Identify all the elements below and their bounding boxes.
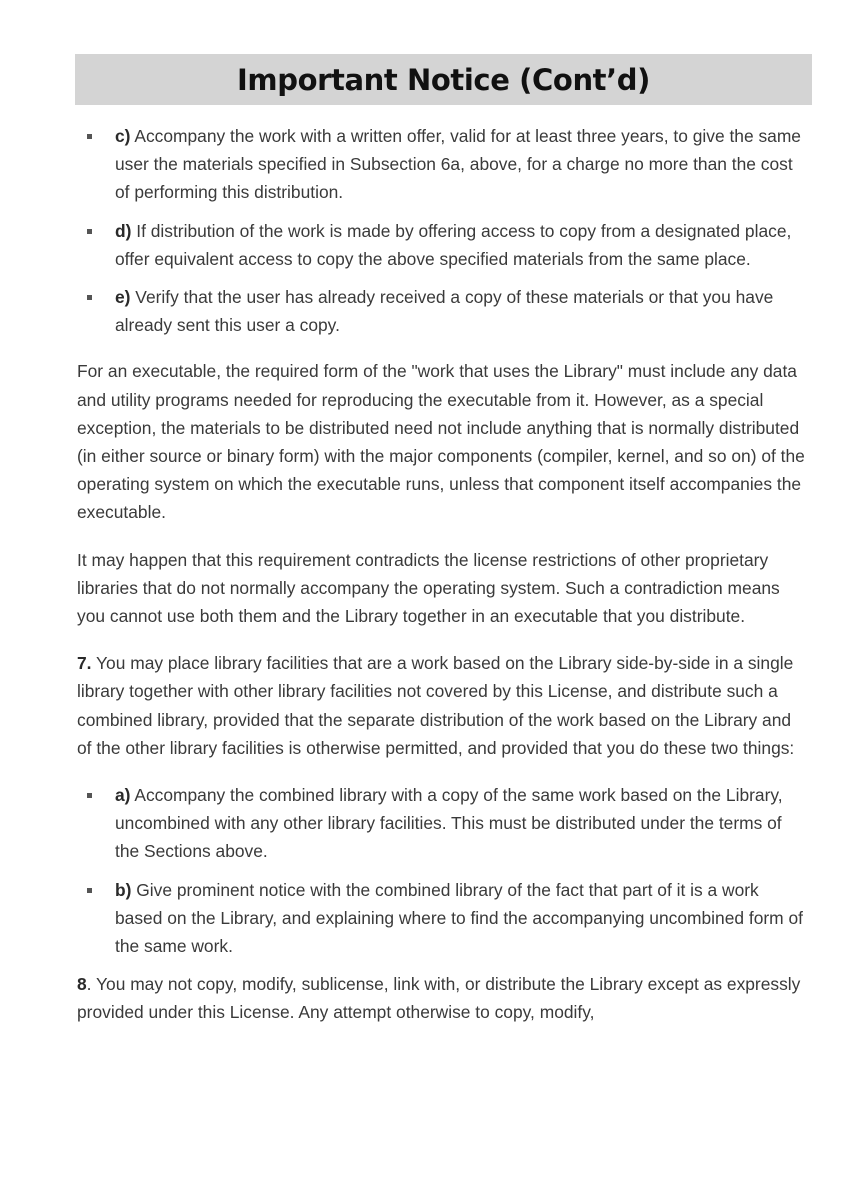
item-letter: a) (115, 785, 131, 806)
page-title: Important Notice (Cont’d) (237, 62, 650, 97)
bullet-list-conditions (77, 122, 807, 339)
paragraph-executable: For an executable, the required form of the "work that uses the Library" must include any data and utility programs needed for reproducing the executable from it. However, as a special exception, the materials to be distributed need not include anything that is normally distributed (in either source or binary form) with the major components (compiler, kernel, and so on) of the operating system on which the executable runs, unless that component itself accompanies the executable. (77, 361, 805, 523)
square-bullet-icon (87, 134, 92, 139)
list-item (77, 876, 807, 961)
section-text: . You may not copy, modify, sublicense, link with, or distribute the Library except as expressly provided under this License. Any attempt otherwise to copy, modify, (77, 974, 801, 1023)
item-text: Accompany the work with a written offer, valid for at least three years, to give the same user the materials specified in Subsection 6a, above, for a charge no more than the cost of performing this distribution. (115, 126, 801, 203)
section-text: You may place library facilities that are a work based on the Library side-by-side in a single library together with other library facilities not covered by this License, and distribute such a combined library, provided that the separate distribution of the work based on the Library and of the other library facilities is otherwise permitted, and provided that you do these two things: (77, 653, 795, 758)
list-item (77, 781, 807, 866)
list-item (77, 283, 807, 339)
item-letter: b) (115, 879, 132, 900)
section-number: 7. (77, 653, 92, 674)
section-number: 8 (77, 974, 87, 995)
paragraph-contradiction: It may happen that this requirement contradicts the license restrictions of other proprietary libraries that do not normally accompany the operating system. Such a contradiction means you cannot use both them and the Library together in an executable that you distribute. (77, 549, 780, 627)
item-letter: d) (115, 220, 132, 241)
item-text: Give prominent notice with the combined library of the fact that part of it is a work based on the Library, and explaining where to find the accompanying uncombined form of the same work. (115, 879, 803, 957)
paragraph-section-8 (77, 970, 807, 1026)
square-bullet-icon (87, 888, 92, 893)
square-bullet-icon (87, 295, 92, 300)
document-body (77, 122, 807, 1046)
bullet-list-combined-library (77, 781, 807, 960)
square-bullet-icon (87, 229, 92, 234)
square-bullet-icon (87, 793, 92, 798)
item-text: Accompany the combined library with a copy of the same work based on the Library, uncombined with any other library facilities. This must be distributed under the terms of the Sections above. (115, 785, 783, 862)
item-letter: c) (115, 126, 131, 146)
title-bar (75, 54, 812, 105)
item-letter: e) (115, 287, 131, 308)
list-item (77, 122, 807, 207)
item-text: Verify that the user has already received a copy of these materials or that you have already sent this user a copy. (115, 287, 774, 336)
paragraph-section-7 (77, 649, 807, 762)
item-text: If distribution of the work is made by offering access to copy from a designated place, offer equivalent access to copy the above specified materials from the same place. (115, 220, 792, 269)
list-item (77, 217, 807, 273)
